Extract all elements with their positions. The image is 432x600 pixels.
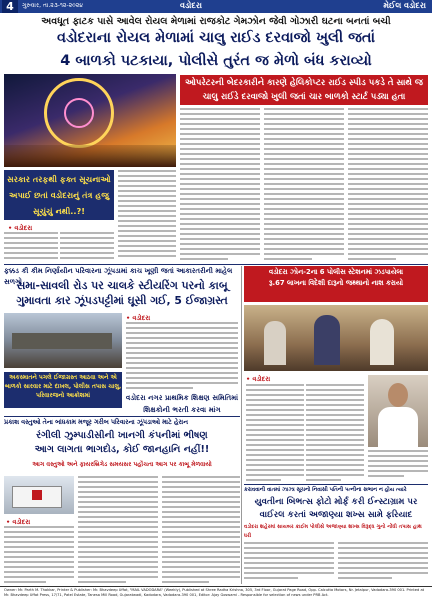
brand-name: મેઈલ વડોદરા: [383, 1, 426, 10]
police-headline-box: [244, 266, 428, 302]
fraud-headline: [244, 496, 428, 522]
red-cross-shape: [32, 490, 42, 500]
crowd-silhouette: [4, 145, 176, 167]
side-body-col1: [4, 232, 58, 262]
fire-headline-line1: રંગીલી ઝુમ્પાડીસીની ખાનગી કંપનીમાં ભીષણ: [36, 430, 208, 441]
section-divider: [244, 484, 428, 485]
fraud-headline-line1: યુવતીના બિભત્સ ફોટો મોર્ફ કરી ઈન્સ્ટાગ્રામ પર: [254, 497, 418, 507]
fire-subhead: આગ વસ્તુઓ અને ફાયરબ્રિગેડ સમયસર પહોંચતા આગ પર કાબૂ મેળવાયો: [32, 461, 212, 468]
police-body-col2: [306, 384, 364, 482]
fraud-body-col1: [244, 542, 334, 584]
portrait-body: [378, 407, 418, 447]
sama-headline: [4, 278, 240, 308]
lead-body-col1: [180, 108, 260, 263]
sama-body-col1: [126, 322, 238, 390]
section-divider: [4, 416, 240, 417]
sama-headline-line1: સમા-સાવલી રોડ પર ચાલકે સ્ટીયરિંગ પરનો કાબૂ: [16, 279, 228, 292]
fair-photo: [4, 74, 176, 167]
byline: • વડોદરા: [126, 314, 151, 322]
byline: • વડોદરા: [246, 375, 271, 383]
lead-body-col3: [348, 108, 428, 263]
fire-kicker: પ્રકાશ વસ્તુઓ તેના બાંધકામ મજૂર ગરીબ પરિવારના ઝૂંપડાઓ માટે હેરાન: [4, 419, 188, 426]
lead-kicker: અવધૂત ફાટક પાસે આવેલ રોયલ મેળામાં રાજકોટ ગેમઝોન જેવી ગોઝારી ઘટના બનતાં બચી: [41, 16, 391, 27]
byline: • વડોદરા: [6, 518, 31, 526]
teacher-hiring-box: વડોદરા નગર પ્રાથમિક શિક્ષણ સમિતિમાં શિક્ષકોની ભરતી કરવા માંગ: [125, 393, 239, 414]
portrait-photo: [368, 375, 428, 447]
police-body-col1: [246, 384, 304, 482]
lead-subhead: ઓપરેટરની બેદરકારીને કારણે હેલિકોપ્ટર રાઈડ સ્પીડ પકડે તે સાથે જ ચાલુ રાઈડે દરવાજો ખુલી જતાં ચાર બાળકો સ્ટાર્ટ પડ્યા હતા: [180, 75, 428, 105]
police-headline-line2: રૂ.67 લાખના વિદેશી દારૂનો જથ્થાનો નાશ કરાયો: [268, 279, 404, 287]
lead-headline-line2: 4 બાળકો પટકાયા, પોલીસે તુરંત જ મેળો બંધ કરાવ્યો: [60, 53, 372, 69]
sama-blue-box: અકસ્માતને પગલે ઈજાગ્રસ્ત આઠવા અને એ બાળકો સારવાર માટે દાખલ, પોલીસ તપાસ ચાલુ, પરિવારજનો આક્રોશમાં: [4, 372, 122, 408]
imprint-footer: Owner: Mr. Parth M. Thakkar, Printer & Publisher: Mr. Bhavdeep Uffat, "MAIL VADODARA" (Weekly), Published at Shree Radha Krishna, 305, 3rd Floor, Gujarat Page Road, Opp. Calcutta Motors, Nr. Jetalpur, Vadodara-390 001. Printed at Mr. Bhavdeep Uffat Press, 17/71, Patel Estate, Tanesa Mill Road, Gujaratwadi, Kadodara, Vadodara-390 001, Editor: Ajay Goswami - Responsible for selection of news under PRB Act.: [0, 586, 432, 600]
lead-side-box: સરકાર તરફથી ફક્ત સૂચનાઓ અપાઈ છતાં વડોદરાનું તંત્ર હજુ સૂચુંચું નથી..?!: [4, 170, 114, 220]
person-shape: [370, 319, 394, 365]
column-divider: [241, 266, 242, 584]
fire-body-col0: [4, 526, 74, 584]
city-section: વડોદરા: [180, 1, 202, 10]
sama-headline-line2: ગુમાવતા કાર ઝૂંપડપટ્ટીમાં ઘૂસી ગઈ, 5 ઈજાગ્રસ્ત: [16, 294, 228, 307]
hut-roof-shape: [12, 333, 112, 349]
fire-body-col2: [162, 476, 240, 584]
lead-body-col2: [264, 108, 344, 263]
ambulance-photo: [4, 476, 74, 514]
fire-headline-line2: આગ લાગતા ભાગદોડ, કોઈ જાનહાનિ નહીં!!: [34, 444, 210, 455]
person-shape: [314, 315, 340, 365]
fire-headline: [4, 429, 240, 457]
page-number: 4: [2, 0, 18, 13]
side-body-col2: [60, 232, 114, 262]
fraud-subhead: વડોદરા શહેરમાં સાયબર ક્રાઈમ પોલીસે અજાણ્યા શખ્સ વિરૂદ્ધ ગુનો નોંધી તપાસ હાથ ધરી: [244, 524, 422, 539]
fraud-body-col2: [338, 542, 428, 584]
fraud-kicker: કરાવવાની વાતમાં ઝાઝા સૂચનો નિવાસી પતિની પત્નીના સભાન ન હોય ત્યારે: [244, 487, 407, 493]
lead-headline-line1: વડોદરાના રોયલ મેળામાં ચાલુ રાઈડ દરવાજો ખુલી જતાં: [56, 30, 376, 46]
fraud-headline-line2: વાઈરલ કરતાં અજાણ્યા શખ્સ સામે ફરિયાદ: [259, 510, 413, 520]
ride-lights-shape: [64, 98, 94, 128]
police-body-col3: [368, 450, 428, 482]
sama-kicker: ફક્કડ કી કીમ નિર્ણાયીન પરિવારના ઝૂંપડામાં કાચ ખૂણી જતાં આકારતરીની માહેલ સળગો: [4, 267, 233, 286]
byline: • વડોદરા: [8, 224, 33, 232]
masthead: [0, 0, 432, 13]
fire-body-col1: [78, 476, 158, 584]
accident-site-photo: [4, 313, 122, 368]
section-divider: [4, 264, 428, 265]
police-photo: [244, 305, 428, 371]
portrait-head: [388, 383, 408, 407]
issue-date: ગુરુવાર, તા.૨૩-૧૨-૨૦૨૪: [22, 2, 83, 9]
police-headline-line1: વડોદરા ઝોન-2ના 6 પોલીસ સ્ટેશનમાં ઝડપાયેલા: [268, 268, 404, 276]
person-shape: [264, 321, 286, 365]
lead-body-col0: [118, 170, 176, 262]
